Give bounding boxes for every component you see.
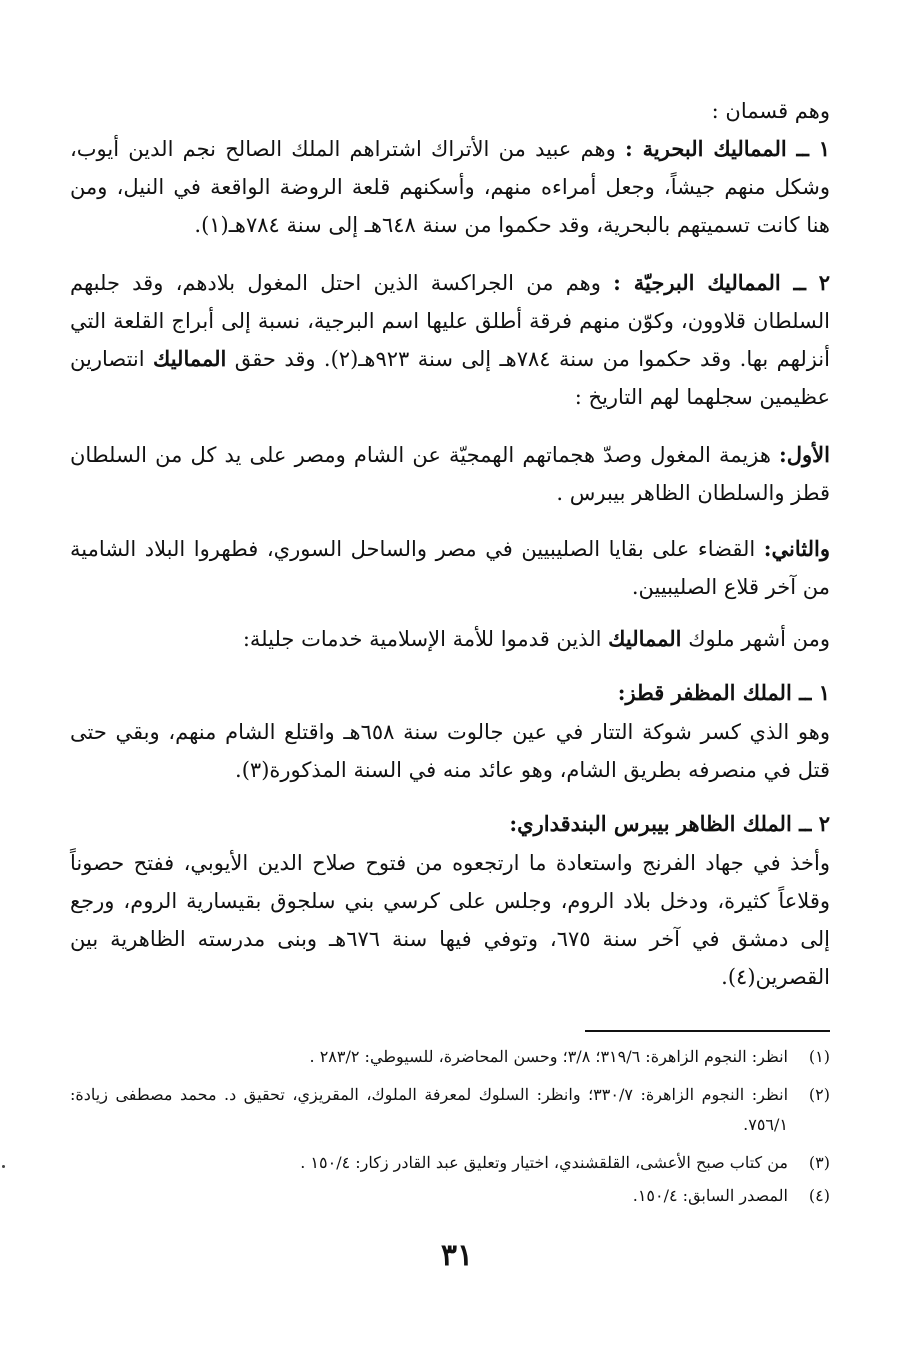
intro-text: وهم قسمان : bbox=[711, 99, 830, 123]
paragraph-first-victory bbox=[70, 436, 830, 512]
paragraph-second-victory bbox=[70, 530, 830, 606]
second-label: والثاني: bbox=[763, 536, 830, 561]
paragraph-kings-intro bbox=[70, 620, 830, 658]
intro-line bbox=[70, 92, 830, 130]
footnote-2 bbox=[70, 1080, 830, 1140]
paragraph-bahri-mamluks bbox=[70, 130, 830, 244]
footnote-4 bbox=[70, 1181, 830, 1211]
bahri-label: ١ ــ المماليك البحرية : bbox=[625, 136, 831, 161]
first-label: الأول: bbox=[779, 442, 830, 467]
burji-label: ٢ ــ المماليك البرجيّة : bbox=[613, 270, 830, 295]
footnote-1 bbox=[70, 1042, 830, 1072]
king-baybars-text: وأخذ في جهاد الفرنج واستعادة ما ارتجعوه من فتوح صلاح الدين الأيوبي، ففتح حصوناً وقلاعاً كثيرة، ودخل بلاد الروم، وجلس على كرسي بني سلجوق بقيسارية الروم، ورجع إلى دمشق في آخر سنة ٦٧٥، وتوفي فيها سنة ٦٧٦هـ وبنى مدرسته الظاهرية بين القصرين(٤). bbox=[70, 851, 830, 989]
king-qutuz-text: وهو الذي كسر شوكة التتار في عين جالوت سنة ٦٥٨هـ واقتلع الشام منهم، وبقي حتى قتل في منصرفه بطريق الشام، وهو عائد منه في السنة المذكورة(٣). bbox=[70, 720, 830, 782]
footnote-4-text: المصدر السابق: ١٥٠/٤. bbox=[632, 1186, 788, 1205]
footnote-2-text: انظر: النجوم الزاهرة: ٣٣٠/٧؛ وانظر: السلوك لمعرفة الملوك، المقريزي، تحقيق د. محمد مصطفى زيادة: ٧٥٦/١. bbox=[70, 1085, 789, 1134]
footnote-2-number: (٢) bbox=[808, 1085, 830, 1104]
heading-king-baybars: ٢ ــ الملك الظاهر بيبرس البندقداري: bbox=[509, 811, 830, 836]
scan-speck bbox=[2, 1165, 5, 1168]
footnote-separator bbox=[585, 1030, 830, 1032]
kings-intro-text-a: ومن أشهر ملوك bbox=[681, 627, 830, 651]
paragraph-burji-mamluks bbox=[70, 264, 830, 416]
kings-intro-text-b: الذين قدموا للأمة الإسلامية خدمات جليلة: bbox=[242, 627, 609, 651]
second-text: القضاء على بقايا الصليبيين في مصر والساحل السوري، فطهروا البلاد الشامية من آخر قلاع الصليبيين. bbox=[70, 537, 830, 599]
page-number: ٣١ bbox=[440, 1238, 474, 1273]
burji-bold-mamluks: المماليك bbox=[153, 346, 227, 371]
bahri-text: وهم عبيد من الأتراك اشتراهم الملك الصالح نجم الدين أيوب، وشكل منهم جيشاً، وجعل أمراءه منهم، وأسكنهم قلعة الروضة الواقعة في النيل، ومن هنا كانت تسميتهم بالبحرية، وقد حكموا من سنة ٦٤٨هـ إلى سنة ٧٨٤هـ(١). bbox=[70, 137, 830, 237]
footnote-1-number: (١) bbox=[808, 1047, 830, 1066]
first-text: هزيمة المغول وصدّ هجماتهم الهمجيّة عن الشام ومصر على يد كل من السلطان قطز والسلطان الظاهر بيبرس . bbox=[70, 443, 830, 505]
paragraph-king-baybars bbox=[70, 844, 830, 996]
footnote-3-number: (٣) bbox=[808, 1153, 830, 1172]
burji-text-b: انتصارين عظيمين سجلهما لهم التاريخ : bbox=[70, 347, 830, 409]
footnote-4-number: (٤) bbox=[808, 1186, 830, 1205]
kings-intro-bold: المماليك bbox=[608, 626, 682, 651]
footnote-3-text: من كتاب صبح الأعشى، القلقشندي، اختيار وتعليق عبد القادر زكار: ١٥٠/٤ . bbox=[300, 1153, 788, 1172]
footnote-3 bbox=[70, 1148, 830, 1178]
footnote-1-text: انظر: النجوم الزاهرة: ٣١٩/٦؛ ٣/٨؛ وحسن المحاضرة، للسيوطي: ٢٨٣/٢ . bbox=[309, 1047, 788, 1066]
heading-king-qutuz: ١ ــ الملك المظفر قطز: bbox=[617, 680, 830, 705]
burji-text-a: وهم من الجراكسة الذين احتل المغول بلادهم، وقد جلبهم السلطان قلاوون، وكوّن منهم فرقة أطلق عليها اسم البرجية، نسبة إلى أبراج القلعة التي أنزلهم بها. وقد حكموا من سنة ٧٨٤هـ إلى سنة ٩٢٣هـ(٢). وقد حقق bbox=[70, 271, 830, 371]
paragraph-king-qutuz bbox=[70, 713, 830, 789]
